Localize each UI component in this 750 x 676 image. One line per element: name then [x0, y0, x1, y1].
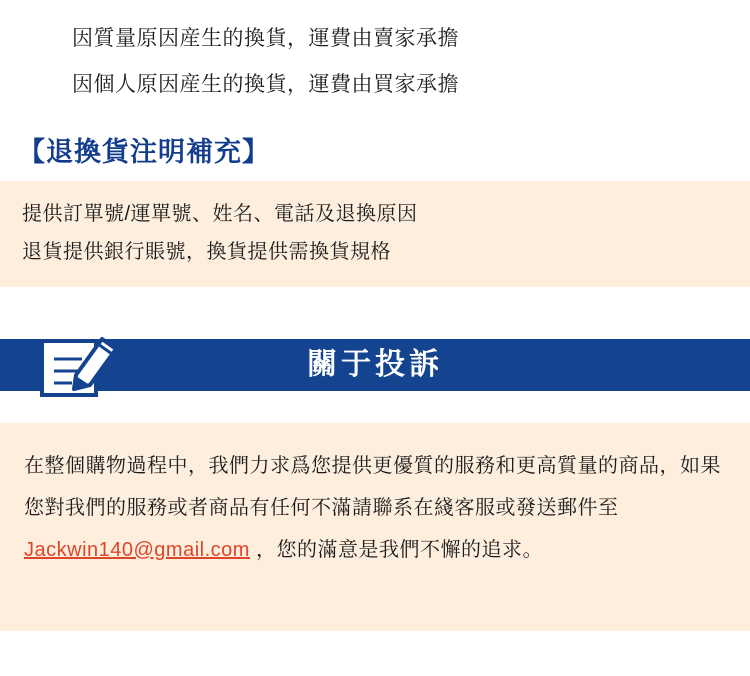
- complaint-banner: [0, 327, 750, 401]
- return-policy-lines: [0, 0, 750, 108]
- complaint-text-after: ，您的滿意是我們不懈的追求。: [249, 539, 543, 561]
- return-note-line-1: 提供訂單號/運單號、姓名、電話及退換原因: [22, 203, 418, 225]
- policy-line-1: 因質量原因産生的換貨，運費由賣家承擔: [72, 27, 459, 50]
- support-email-link[interactable]: Jackwin140@gmail.com: [24, 539, 250, 561]
- return-note-panel: [0, 181, 750, 287]
- pencil-note-icon: [36, 327, 118, 401]
- complaint-text-before: 在整個購物過程中，我們力求爲您提供更優質的服務和更高質量的商品，如果您對我們的服務或者商品有任何不滿請聯系在綫客服或發送郵件至: [24, 455, 721, 519]
- policy-line-2: 因個人原因産生的換貨，運費由買家承擔: [72, 73, 459, 96]
- complaint-text: [0, 445, 750, 571]
- banner-title: 關于投訴: [307, 348, 443, 381]
- return-note-line-2: 退貨提供銀行賬號，換貨提供需換貨規格: [22, 241, 391, 263]
- return-note-heading: 【退換貨注明補充】: [18, 137, 270, 167]
- complaint-panel: [0, 423, 750, 631]
